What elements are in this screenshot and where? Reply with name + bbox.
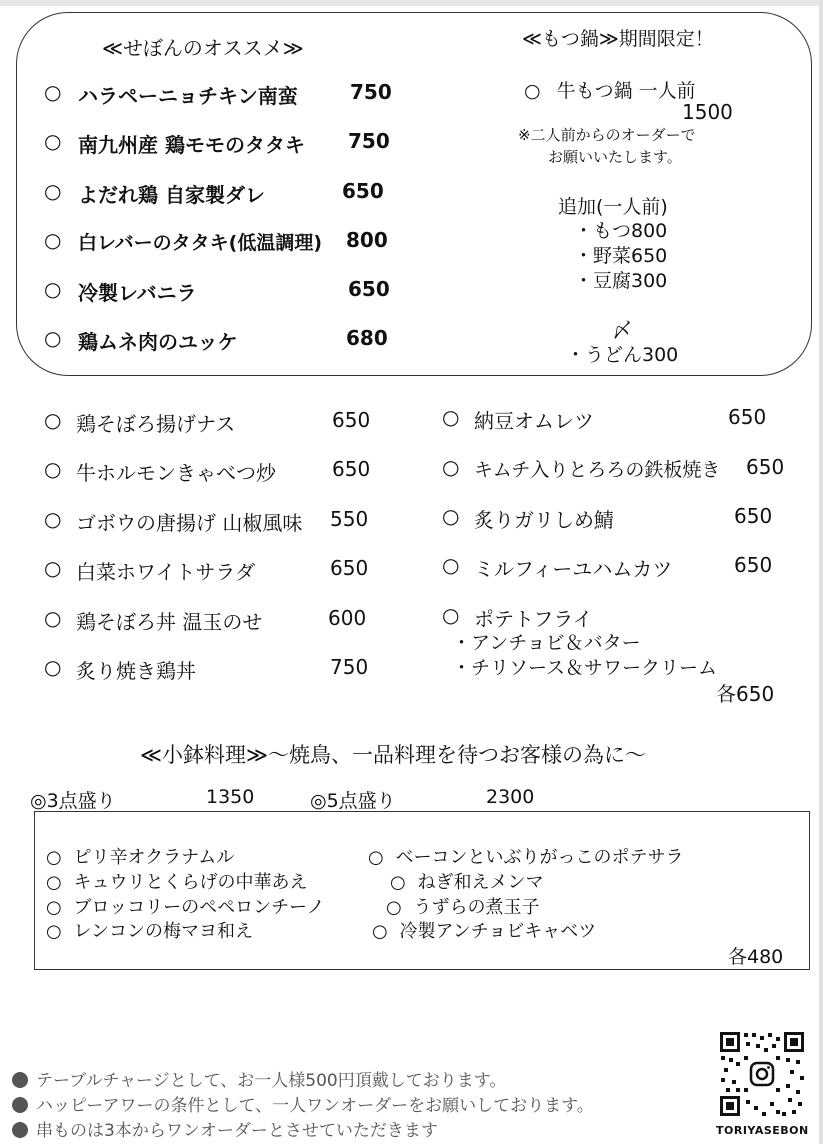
circle-icon: ○ bbox=[442, 405, 460, 429]
kobachi-item bbox=[46, 843, 234, 869]
menu-item bbox=[442, 455, 785, 481]
qr-label: TORIYASEBON bbox=[716, 1124, 809, 1137]
menu-item bbox=[44, 457, 371, 485]
menu-item-name: 納豆オムレツ bbox=[474, 409, 594, 433]
menu-item bbox=[442, 405, 767, 433]
footer-note-text: ハッピーアワーの条件として、一人ワンオーダーをお願いしております。 bbox=[36, 1096, 594, 1116]
menu-item-name: ミルフィーユハムカツ bbox=[474, 557, 673, 581]
circle-icon: ○ bbox=[372, 921, 388, 942]
menu-item-price: 650 bbox=[734, 504, 773, 528]
potato-price: 各650 bbox=[716, 682, 775, 706]
menu-item bbox=[44, 408, 371, 436]
kobachi-item bbox=[372, 917, 596, 943]
menu-item-price: 550 bbox=[330, 507, 369, 531]
recommend-item-name: 鶏ムネ肉のユッケ bbox=[78, 330, 238, 354]
recommend-item bbox=[44, 277, 390, 305]
kobachi-item-name: キュウリとくらげの中華あえ bbox=[73, 872, 308, 893]
menu-item-name: 鶏そぼろ丼 温玉のせ bbox=[76, 610, 263, 634]
right-border-strip bbox=[819, 0, 823, 1144]
circle-icon: ○ bbox=[442, 504, 460, 528]
circle-icon: ○ bbox=[44, 457, 62, 481]
menu-item-name: 鶏そぼろ揚げナス bbox=[76, 412, 236, 436]
kobachi-item bbox=[390, 868, 543, 894]
circle-icon: ○ bbox=[44, 80, 62, 104]
recommend-item-price: 680 bbox=[346, 326, 388, 350]
recommend-title: ≪せぼんのオススメ≫ bbox=[102, 36, 304, 60]
circle-icon: ○ bbox=[442, 455, 460, 479]
kobachi-item-name: ベーコンといぶりがっこのポテサラ bbox=[395, 847, 684, 868]
footer-note bbox=[12, 1091, 594, 1116]
circle-icon: ○ bbox=[524, 80, 541, 102]
footer-note bbox=[12, 1066, 506, 1091]
motsunabe-price: 1500 bbox=[682, 100, 733, 124]
menu-item-name: 炙り焼き鶏丼 bbox=[76, 659, 196, 683]
bullet-icon bbox=[12, 1122, 28, 1138]
menu-item-name: ゴボウの唐揚げ 山椒風味 bbox=[76, 511, 303, 535]
footer-note-text: テーブルチャージとして、お一人様500円頂戴しております。 bbox=[36, 1071, 507, 1091]
potato-option: ・チリソース＆サワークリーム bbox=[452, 657, 718, 679]
circle-icon: ○ bbox=[44, 606, 62, 630]
motsunabe-note: お願いいたします。 bbox=[548, 148, 682, 166]
shime-mark: 〆 bbox=[612, 318, 632, 342]
circle-icon: ○ bbox=[44, 228, 62, 252]
recommend-item-price: 650 bbox=[348, 277, 390, 301]
circle-icon: ○ bbox=[44, 179, 62, 203]
qr-code-graphic bbox=[718, 1030, 806, 1118]
set5-price: 2300 bbox=[486, 786, 535, 808]
recommend-item bbox=[44, 326, 388, 354]
circle-icon: ○ bbox=[46, 921, 62, 942]
circle-icon: ○ bbox=[44, 326, 62, 350]
circle-icon: ○ bbox=[386, 897, 402, 918]
footer-note bbox=[12, 1116, 438, 1141]
add-item: ・野菜650 bbox=[574, 245, 668, 267]
menu-item bbox=[44, 655, 369, 683]
potato-name: ポテトフライ bbox=[474, 607, 593, 631]
kobachi-item bbox=[46, 893, 325, 919]
circle-icon: ○ bbox=[368, 847, 384, 868]
circle-icon: ○ bbox=[44, 655, 62, 679]
set3-label: ◎3点盛り bbox=[30, 790, 116, 812]
circle-icon: ○ bbox=[44, 556, 62, 580]
menu-item bbox=[442, 504, 773, 532]
add-item: ・もつ800 bbox=[574, 220, 668, 242]
recommend-item-name: よだれ鶏 自家製ダレ bbox=[78, 183, 265, 207]
bullet-icon bbox=[12, 1097, 28, 1113]
top-border-strip bbox=[0, 0, 823, 6]
menu-item-price: 650 bbox=[728, 405, 767, 429]
recommend-item-price: 750 bbox=[350, 80, 392, 104]
kobachi-title: ≪小鉢料理≫～焼鳥、一品料理を待つお客様の為に～ bbox=[140, 743, 646, 767]
menu-item-price: 650 bbox=[330, 556, 369, 580]
kobachi-item-name: ピリ辛オクラナムル bbox=[73, 847, 235, 868]
recommend-item-name: 南九州産 鶏モモのタタキ bbox=[78, 133, 305, 157]
circle-icon: ○ bbox=[46, 897, 62, 918]
kobachi-item-name: うずらの煮玉子 bbox=[413, 897, 540, 918]
menu-item-name: 白菜ホワイトサラダ bbox=[76, 560, 256, 584]
kobachi-item-name: ねぎ和えメンマ bbox=[417, 872, 544, 893]
recommend-item bbox=[44, 179, 384, 207]
circle-icon: ○ bbox=[44, 408, 62, 432]
udon-item: ・うどん300 bbox=[566, 344, 679, 366]
menu-item-price: 650 bbox=[734, 553, 773, 577]
menu-item-price: 650 bbox=[332, 408, 371, 432]
motsunabe-item bbox=[524, 76, 696, 103]
motsunabe-item-name: 牛もつ鍋 一人前 bbox=[556, 80, 696, 102]
recommend-item-name: ハラペーニョチキン南蛮 bbox=[78, 84, 298, 108]
kobachi-item bbox=[386, 893, 539, 919]
kobachi-item bbox=[46, 868, 307, 894]
set5-label: ◎5点盛り bbox=[310, 790, 396, 812]
circle-icon: ○ bbox=[442, 553, 460, 577]
menu-item bbox=[442, 553, 773, 581]
menu-item bbox=[442, 603, 593, 631]
motsunabe-title: ≪もつ鍋≫期間限定！ bbox=[522, 28, 714, 50]
potato-option: ・アンチョビ＆バター bbox=[452, 632, 641, 654]
menu-item-name: 牛ホルモンきゃべつ炒 bbox=[76, 461, 276, 485]
add-item: ・豆腐300 bbox=[574, 270, 668, 292]
menu-item-price: 650 bbox=[746, 455, 785, 479]
recommend-item-price: 650 bbox=[342, 179, 384, 203]
menu-item-price: 650 bbox=[332, 457, 371, 481]
circle-icon: ○ bbox=[46, 872, 62, 893]
motsunabe-note: ※二人前からのオーダーで bbox=[518, 126, 696, 144]
circle-icon: ○ bbox=[46, 847, 62, 868]
kobachi-each-price: 各480 bbox=[728, 946, 784, 968]
kobachi-item bbox=[46, 917, 253, 943]
kobachi-item-name: レンコンの梅マヨ和え bbox=[73, 921, 254, 942]
circle-icon: ○ bbox=[44, 507, 62, 531]
menu-item-price: 600 bbox=[328, 606, 367, 630]
bullet-icon bbox=[12, 1072, 28, 1088]
set3-price: 1350 bbox=[206, 786, 255, 808]
recommend-item-name: 白レバーのタタキ(低温調理) bbox=[78, 232, 323, 254]
qr-code[interactable] bbox=[718, 1030, 806, 1118]
menu-item-name: 炙りガリしめ鯖 bbox=[474, 508, 614, 532]
menu-item bbox=[44, 556, 369, 584]
menu-item bbox=[44, 606, 367, 634]
circle-icon: ○ bbox=[44, 277, 62, 301]
kobachi-item-name: 冷製アンチョビキャベツ bbox=[399, 921, 597, 942]
circle-icon: ○ bbox=[44, 129, 62, 153]
circle-icon: ○ bbox=[442, 603, 460, 627]
add-title: 追加(一人前) bbox=[558, 196, 668, 218]
kobachi-item-name: ブロッコリーのペペロンチーノ bbox=[73, 897, 325, 918]
menu-item-name: キムチ入りとろろの鉄板焼き bbox=[474, 459, 721, 481]
recommend-item bbox=[44, 228, 388, 254]
recommend-item-price: 750 bbox=[348, 129, 390, 153]
recommend-item bbox=[44, 80, 392, 108]
recommend-item-name: 冷製レバニラ bbox=[78, 281, 197, 305]
kobachi-item bbox=[368, 843, 683, 869]
footer-note-text: 串ものは3本からワンオーダーとさせていただきます bbox=[36, 1121, 438, 1141]
circle-icon: ○ bbox=[390, 872, 406, 893]
menu-item-price: 750 bbox=[330, 655, 369, 679]
recommend-item-price: 800 bbox=[346, 228, 388, 252]
menu-item bbox=[44, 507, 369, 535]
recommend-item bbox=[44, 129, 390, 157]
